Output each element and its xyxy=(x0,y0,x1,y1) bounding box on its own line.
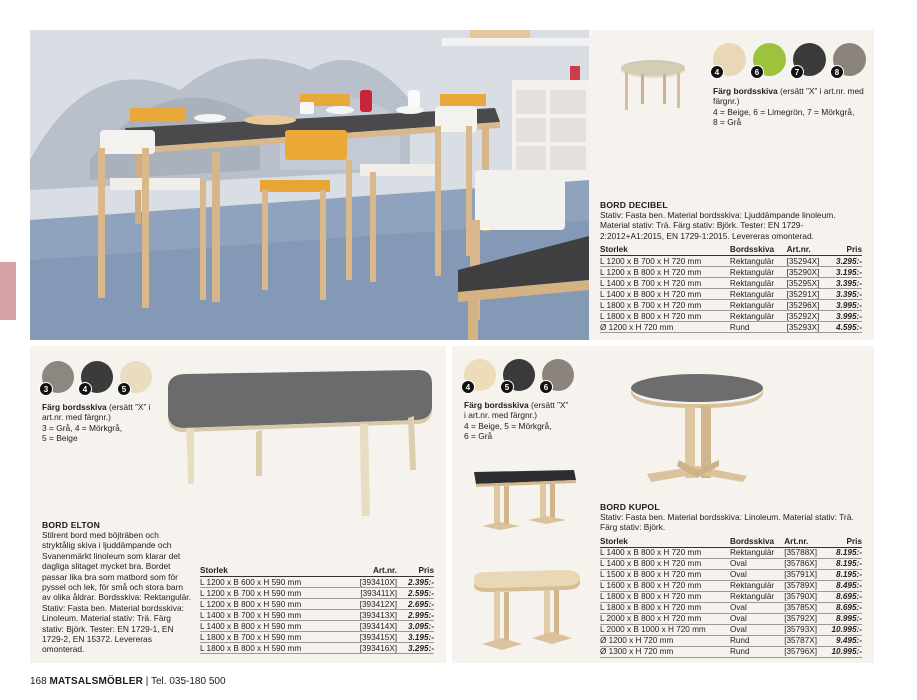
cell-size: L 1400 x B 800 x H 720 mm xyxy=(600,547,730,558)
product-panel-decibel xyxy=(589,30,874,340)
cell-art: [393410X] xyxy=(344,577,397,588)
kupol-spec-table xyxy=(600,537,862,658)
classroom-dining-illustration xyxy=(30,30,589,340)
table-header-row xyxy=(600,537,862,548)
table-row xyxy=(200,621,434,632)
cell-size: L 1400 x B 700 x H 720 mm xyxy=(600,278,730,289)
cell-size: L 1600 x B 800 x H 720 mm xyxy=(600,580,730,591)
cell-size: L 1200 x B 600 x H 590 mm xyxy=(200,577,344,588)
cell-art: [35296X] xyxy=(787,300,829,311)
hero-photo-dining-room xyxy=(30,30,589,340)
cell-art: [393415X] xyxy=(344,632,397,643)
cell-price: 8.495:- xyxy=(825,580,863,591)
table-row xyxy=(600,547,862,558)
cell-art: [35293X] xyxy=(787,322,829,333)
table-row xyxy=(600,569,862,580)
cell-size: L 1800 x B 700 x H 720 mm xyxy=(600,300,730,311)
col-header-size: Storlek xyxy=(200,566,344,577)
table-row xyxy=(600,646,862,657)
product-title: BORD KUPOL xyxy=(600,502,660,512)
table-row xyxy=(600,322,862,333)
swatch-grey[interactable] xyxy=(42,361,74,393)
table-row xyxy=(600,624,862,635)
cell-size: Ø 1300 x H 720 mm xyxy=(600,646,730,657)
table-row xyxy=(200,577,434,588)
cell-price: 4.595:- xyxy=(829,322,862,333)
cell-size: L 1800 x B 700 x H 590 mm xyxy=(200,632,344,643)
cell-art: [35787X] xyxy=(784,635,824,646)
col-header-price: Pris xyxy=(397,566,434,577)
cell-price: 10.995:- xyxy=(825,646,863,657)
elton-color-swatches xyxy=(42,361,152,393)
table-header-row xyxy=(600,245,862,256)
cell-size: L 1400 x B 800 x H 720 mm xyxy=(600,289,730,300)
cell-art: [35791X] xyxy=(784,569,824,580)
cell-price: 3.295:- xyxy=(829,256,862,267)
swatch-beige[interactable] xyxy=(464,359,496,391)
table-row xyxy=(200,588,434,599)
cell-size: L 1400 x B 800 x H 590 mm xyxy=(200,621,344,632)
color-codes-line: 8 = Grå xyxy=(713,117,742,128)
product-title: BORD DECIBEL xyxy=(600,200,668,210)
cell-art: [35291X] xyxy=(787,289,829,300)
col-header-price: Pris xyxy=(825,537,863,548)
color-codes-line: 3 = Grå, 4 = Mörkgrå, xyxy=(42,422,123,433)
col-header-size: Storlek xyxy=(600,245,730,256)
table-row xyxy=(600,267,862,278)
product-description: Stativ: Fasta ben. Material bordsskiva: Ljuddämpande linoleum. Material stativ: Trä. Färg stativ: Björk. Tester: EN 1729-2:2012+A1:2015, EN 1729-1:2015. Levereras omonterad. xyxy=(600,210,836,241)
cell-top: Rektangulär xyxy=(730,289,787,300)
table-header-row xyxy=(200,566,434,577)
cell-top: Oval xyxy=(730,602,784,613)
cell-top: Oval xyxy=(730,558,784,569)
decibel-spec-table xyxy=(600,245,862,333)
cell-top: Rektangulär xyxy=(730,311,787,322)
cell-top: Rund xyxy=(730,646,784,657)
cell-price: 10.995:- xyxy=(825,624,863,635)
kupol-color-swatches xyxy=(464,359,574,391)
cell-size: L 1400 x B 800 x H 720 mm xyxy=(600,558,730,569)
cell-price: 8.195:- xyxy=(825,547,863,558)
col-header-art: Art.nr. xyxy=(787,245,829,256)
swatch-number: 4 xyxy=(710,65,724,79)
footer-separator: | xyxy=(145,676,149,687)
cell-art: [35793X] xyxy=(784,624,824,635)
color-label: Färg bordsskiva xyxy=(464,400,529,410)
table-row xyxy=(200,632,434,643)
cell-price: 3.195:- xyxy=(829,267,862,278)
swatch-number: 5 xyxy=(117,382,131,396)
swatch-darkgrey[interactable] xyxy=(81,361,113,393)
table-row xyxy=(200,643,434,654)
cell-top: Rektangulär xyxy=(730,547,784,558)
cell-art: [35290X] xyxy=(787,267,829,278)
cell-art: [393414X] xyxy=(344,621,397,632)
swatch-number: 7 xyxy=(790,65,804,79)
cell-top: Oval xyxy=(730,569,784,580)
cell-price: 8.195:- xyxy=(825,569,863,580)
elton-spec-table xyxy=(200,566,434,654)
table-row xyxy=(600,635,862,646)
cell-art: [35292X] xyxy=(787,311,829,322)
col-header-art: Art.nr. xyxy=(784,537,824,548)
color-codes-line: 4 = Beige, 5 = Mörkgrå, xyxy=(464,420,552,431)
cell-size: L 1800 x B 800 x H 590 mm xyxy=(200,643,344,654)
color-codes-line: i art.nr. med färgnr.) xyxy=(464,410,538,421)
swatch-darkgrey[interactable] xyxy=(793,43,826,76)
table-row xyxy=(600,580,862,591)
cell-art: [35295X] xyxy=(787,278,829,289)
footer-section-name: MATSALSMÖBLER xyxy=(49,676,143,687)
table-row xyxy=(600,591,862,602)
swatch-number: 8 xyxy=(830,65,844,79)
color-label: Färg bordsskiva xyxy=(42,402,107,412)
color-instruction: (ersätt ”X” i xyxy=(106,402,151,412)
cell-price: 8.695:- xyxy=(825,591,863,602)
swatch-limegreen[interactable] xyxy=(753,43,786,76)
product-panel-kupol xyxy=(452,346,874,663)
cell-size: L 1200 x B 800 x H 590 mm xyxy=(200,599,344,610)
cell-size: L 1800 x B 800 x H 720 mm xyxy=(600,602,730,613)
table-row xyxy=(600,311,862,322)
table-row xyxy=(600,558,862,569)
color-codes-line: 4 = Beige, 6 = Limegrön, 7 = Mörkgrå, xyxy=(713,106,855,117)
cell-top: Rund xyxy=(730,635,784,646)
page-number: 168 xyxy=(30,676,47,687)
col-header-price: Pris xyxy=(829,245,862,256)
cell-art: [35796X] xyxy=(784,646,824,657)
cell-top: Rund xyxy=(730,322,787,333)
swatch-darkgrey[interactable] xyxy=(503,359,535,391)
color-label: Färg bordsskiva xyxy=(713,86,778,96)
table-row xyxy=(600,256,862,267)
decibel-table-thumbnail xyxy=(611,44,691,134)
swatch-grey[interactable] xyxy=(542,359,574,391)
cell-top: Oval xyxy=(730,624,784,635)
table-row xyxy=(600,602,862,613)
cell-art: [35785X] xyxy=(784,602,824,613)
table-row xyxy=(600,300,862,311)
cell-size: Ø 1200 x H 720 mm xyxy=(600,322,730,333)
cell-price: 3.395:- xyxy=(829,278,862,289)
cell-price: 3.195:- xyxy=(397,632,434,643)
cell-art: [35789X] xyxy=(784,580,824,591)
footer-phone: Tel. 035-180 500 xyxy=(151,676,226,687)
cell-top: Rektangulär xyxy=(730,267,787,278)
cell-price: 3.995:- xyxy=(829,300,862,311)
table-row xyxy=(600,278,862,289)
cell-top: Rektangulär xyxy=(730,300,787,311)
cell-top: Rektangulär xyxy=(730,278,787,289)
decibel-color-note xyxy=(713,86,873,128)
cell-price: 2.995:- xyxy=(397,610,434,621)
swatch-grey[interactable] xyxy=(833,43,866,76)
color-codes-line: 6 = Grå xyxy=(464,431,493,442)
cell-size: L 2000 x B 800 x H 720 mm xyxy=(600,613,730,624)
cell-size: Ø 1200 x H 720 mm xyxy=(600,635,730,646)
cell-size: L 1200 x B 700 x H 590 mm xyxy=(200,588,344,599)
cell-art: [35786X] xyxy=(784,558,824,569)
cell-art: [35788X] xyxy=(784,547,824,558)
swatch-number: 5 xyxy=(500,380,514,394)
product-panel-elton xyxy=(30,346,446,663)
cell-size: L 1200 x B 800 x H 720 mm xyxy=(600,267,730,278)
kupol-round-table-image xyxy=(627,370,767,490)
elton-table-image xyxy=(160,366,440,516)
cell-art: [35294X] xyxy=(787,256,829,267)
kupol-oval-table-image xyxy=(468,566,584,656)
cell-price: 2.695:- xyxy=(397,599,434,610)
section-tab-marker xyxy=(0,262,16,320)
color-codes-line: 5 = Beige xyxy=(42,433,78,444)
swatch-number: 4 xyxy=(461,380,475,394)
cell-price: 2.595:- xyxy=(397,588,434,599)
cell-art: [393413X] xyxy=(344,610,397,621)
cell-top: Oval xyxy=(730,613,784,624)
color-codes-line: art.nr. med färgnr.) xyxy=(42,412,111,423)
cell-top: Rektangulär xyxy=(730,591,784,602)
cell-price: 3.995:- xyxy=(829,311,862,322)
swatch-number: 6 xyxy=(750,65,764,79)
cell-price: 8.195:- xyxy=(825,558,863,569)
page-footer xyxy=(30,676,226,687)
kupol-color-note xyxy=(464,400,604,442)
cell-price: 9.495:- xyxy=(825,635,863,646)
swatch-number: 3 xyxy=(39,382,53,396)
cell-price: 3.095:- xyxy=(397,621,434,632)
elton-color-note xyxy=(42,402,170,444)
col-header-top: Bordsskiva xyxy=(730,537,784,548)
col-header-art: Art.nr. xyxy=(344,566,397,577)
table-row xyxy=(600,613,862,624)
cell-price: 3.395:- xyxy=(829,289,862,300)
cell-price: 2.395:- xyxy=(397,577,434,588)
cell-art: [393411X] xyxy=(344,588,397,599)
table-row xyxy=(600,289,862,300)
swatch-number: 6 xyxy=(539,380,553,394)
table-row xyxy=(200,610,434,621)
color-instruction: (ersätt ”X” xyxy=(528,400,569,410)
cell-art: [393412X] xyxy=(344,599,397,610)
cell-art: [393416X] xyxy=(344,643,397,654)
cell-price: 8.695:- xyxy=(825,602,863,613)
cell-size: L 1500 x B 800 x H 720 mm xyxy=(600,569,730,580)
cell-size: L 1200 x B 700 x H 720 mm xyxy=(600,256,730,267)
col-header-top: Bordsskiva xyxy=(730,245,787,256)
product-description: Stilrent bord med böjträben och stryktålig skiva i ljuddämpande och Svanenmärkt linoleum som klarar det dagliga slitaget mycket bra. Bordet passar lika bra som matbord som för pyssel och lek, för små och stora barn av olika åldrar. Bordsskiva: Rektangulär. Stativ: Fasta ben. Material bordsskiva: Linoleum. Material stativ: Trä. Färg stativ: Björk. Tester: EN 1729-1, EN 1729-2, EN 15372. Levereras omonterad. xyxy=(42,530,191,655)
color-instruction: (ersätt ”X” i art.nr. med färgnr.) xyxy=(713,86,864,107)
cell-top: Rektangulär xyxy=(730,580,784,591)
cell-art: [35792X] xyxy=(784,613,824,624)
cell-price: 3.295:- xyxy=(397,643,434,654)
swatch-number: 4 xyxy=(78,382,92,396)
swatch-beige[interactable] xyxy=(120,361,152,393)
product-title: BORD ELTON xyxy=(42,520,101,530)
cell-size: L 1800 x B 800 x H 720 mm xyxy=(600,591,730,602)
cell-top: Rektangulär xyxy=(730,256,787,267)
cell-size: L 2000 x B 1000 x H 720 mm xyxy=(600,624,730,635)
decibel-color-swatches xyxy=(713,43,866,76)
col-header-size: Storlek xyxy=(600,537,730,548)
product-description: Stativ: Fasta ben. Material bordsskiva: Linoleum. Material stativ: Trä. Färg stativ: Björk. xyxy=(600,512,854,533)
swatch-beige[interactable] xyxy=(713,43,746,76)
cell-price: 8.995:- xyxy=(825,613,863,624)
cell-size: L 1800 x B 800 x H 720 mm xyxy=(600,311,730,322)
table-row xyxy=(200,599,434,610)
cell-size: L 1400 x B 700 x H 590 mm xyxy=(200,610,344,621)
kupol-rectangular-table-image xyxy=(470,464,580,534)
cell-art: [35790X] xyxy=(784,591,824,602)
